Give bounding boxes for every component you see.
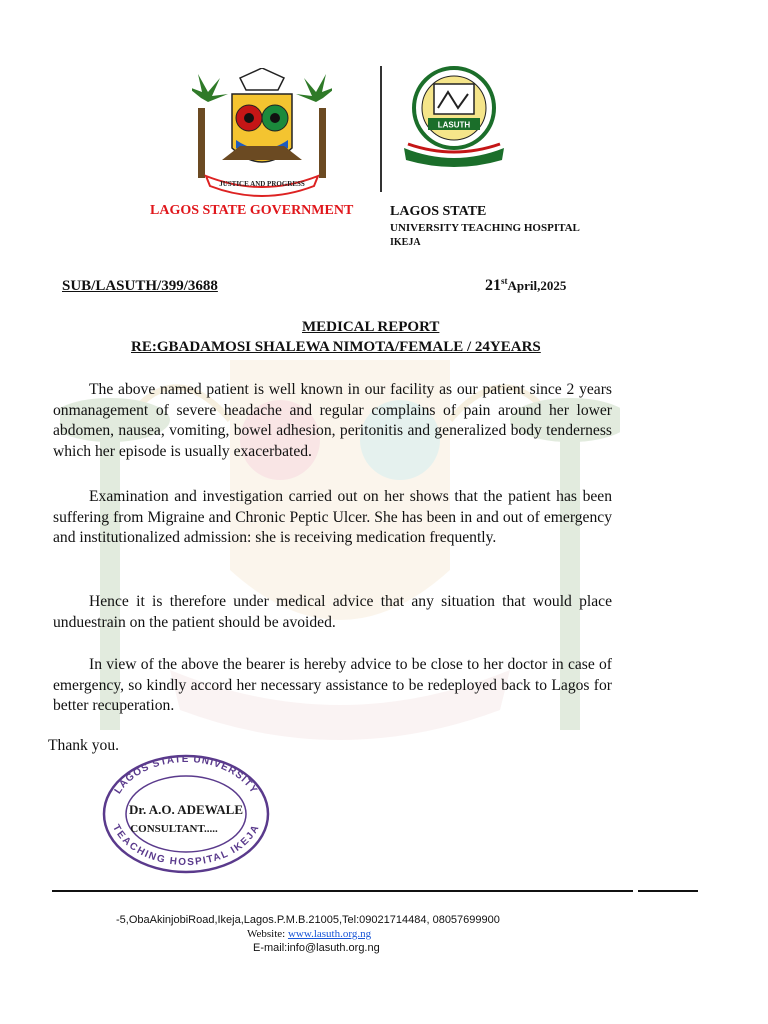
report-title-line-2: RE:GBADAMOSI SHALEWA NIMOTA/FEMALE / 24YEARS	[131, 339, 541, 355]
lasuth-logo	[398, 62, 510, 170]
report-title-line-1: MEDICAL REPORT	[302, 319, 440, 335]
body-paragraph: In view of the above the bearer is hereby advice to be close to her doctor in case of emergency, so kindly accord her necessary assistance to be redeployed back to Lagos for better recuperation.	[53, 656, 612, 714]
date-rest: April,2025	[507, 278, 567, 293]
date-suffix: st	[501, 276, 508, 286]
footer-website-label: Website:	[247, 928, 288, 940]
svg-text:LAGOS STATE UNIVERSITY	[113, 754, 260, 796]
lasuth-logo-text: LASUTH	[437, 120, 471, 130]
hospital-name-line-1: LAGOS STATE	[390, 204, 487, 219]
government-name: LAGOS STATE GOVERNMENT	[150, 203, 354, 218]
stamp-role: CONSULTANT.....	[130, 823, 218, 835]
hospital-name-line-3: IKEJA	[390, 237, 421, 248]
footer-rule	[52, 890, 633, 892]
hospital-name-line-2: UNIVERSITY TEACHING HOSPITAL	[390, 222, 580, 234]
body-paragraph: Hence it is therefore under medical advice that any situation that would place unduestrain on the patient should be avoided.	[53, 593, 612, 631]
footer-website	[247, 928, 371, 940]
reference-number: SUB/LASUTH/399/3688	[62, 278, 218, 294]
stamp-ring-bottom: TEACHING HOSPITAL IKEJA	[110, 822, 262, 869]
crest-motto: JUSTICE AND PROGRESS	[219, 180, 305, 188]
body-paragraph: The above named patient is well known in our facility as our patient since 2 years onmanagement of severe headache and regular complains of pain around her lower abdomen, nausea, vomiting, bowel adhesion, peritonitis and generalized body tenderness which her episode is usually exacerbated.	[53, 381, 612, 460]
body-paragraph: Examination and investigation carried out on her shows that the patient has been suffering from Migraine and Chronic Peptic Ulcer. She has been in and out of emergency and institutionalized admission: she is receiving medication frequently.	[53, 488, 612, 546]
stamp-doctor-name: Dr. A.O. ADEWALE	[128, 802, 244, 817]
header-divider	[380, 66, 382, 192]
closing-text: Thank you.	[48, 737, 120, 754]
official-stamp	[100, 752, 272, 876]
footer-email: E-mail:info@lasuth.org.ng	[253, 942, 380, 954]
footer-address: -5,ObaAkinjobiRoad,Ikeja,Lagos.P.M.B.21005,Tel:09021714484, 08057699900	[116, 914, 500, 926]
lagos-state-coat-of-arms-logo	[192, 68, 332, 200]
website-link[interactable]: www.lasuth.org.ng	[287, 928, 372, 940]
stamp-ring-top: LAGOS STATE UNIVERSITY	[112, 753, 260, 796]
letter-date	[485, 276, 566, 295]
date-day: 21	[485, 277, 501, 294]
report-title	[0, 319, 768, 336]
footer-rule-short	[638, 890, 698, 892]
